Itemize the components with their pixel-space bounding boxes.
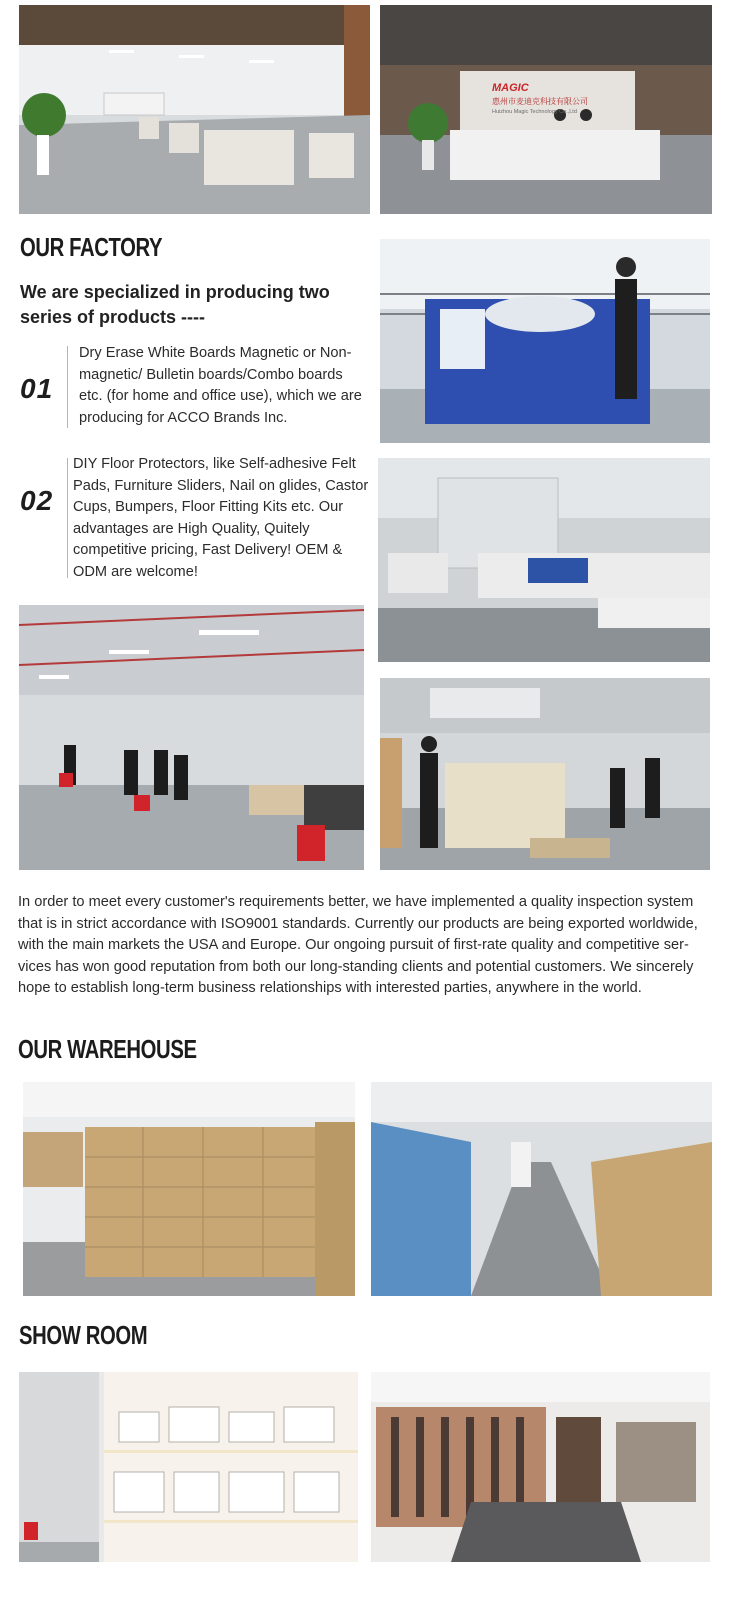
production-line-photo [378,458,710,662]
item-divider-2 [67,458,68,578]
item-divider-1 [67,346,68,428]
company-sign-en: Huizhou Magic Technology Co.,Ltd [492,109,577,115]
showroom-heading: SHOW ROOM [19,1320,148,1350]
item-text-2: DIY Floor Protectors, like Self-adhesive Felt Pads, Furniture Sliders, Nail on glides, Castor Cups, Bumpers, Floor Fitting Kits etc. Our advantages are High Quality, Quitely competitive pricing, Fast Delivery! OEM & ODM are welcome! [73,456,369,580]
brand-logo: MAGIC [492,82,529,94]
reception-photo [380,5,712,214]
quality-paragraph: In order to meet every customer's requirements better, we have implemented a quality inspection system that is in strict accordance with ISO9001 standards. Currently our products are being exported worldwide, with the main markets the USA and Europe. Our ongoing pursuit of first-rate quality and competitive ser-vices has won good reputation from both our long-standing clients and potential customers. We sincerely hope to establish long-term business relationships with interested parties, anywhere in the world. [18,894,698,996]
workshop-photo [19,605,364,870]
showroom-whiteboards-photo [19,1372,358,1562]
warehouse-aisle-photo [371,1082,712,1296]
item-number-1: 01 [20,373,54,404]
item-text-1: Dry Erase White Boards Magnetic or Non-magnetic/ Bulletin boards/Combo boards etc. (for home and office use), which we are producing for ACCO Brands Inc. [79,345,362,426]
item-number-2: 02 [20,485,54,516]
office-photo [19,5,370,214]
warehouse-boxes-photo [23,1082,355,1296]
company-sign-cn: 惠州市麦迪克科技有限公司 [492,97,588,106]
coating-machine-photo [380,239,710,443]
warehouse-heading: OUR WAREHOUSE [18,1034,197,1064]
showroom-display-wall-photo [371,1372,710,1562]
laminating-workers-photo [380,678,710,870]
factory-heading: OUR FACTORY [20,232,163,262]
factory-intro: We are specialized in producing two series of products ---- [20,282,330,327]
